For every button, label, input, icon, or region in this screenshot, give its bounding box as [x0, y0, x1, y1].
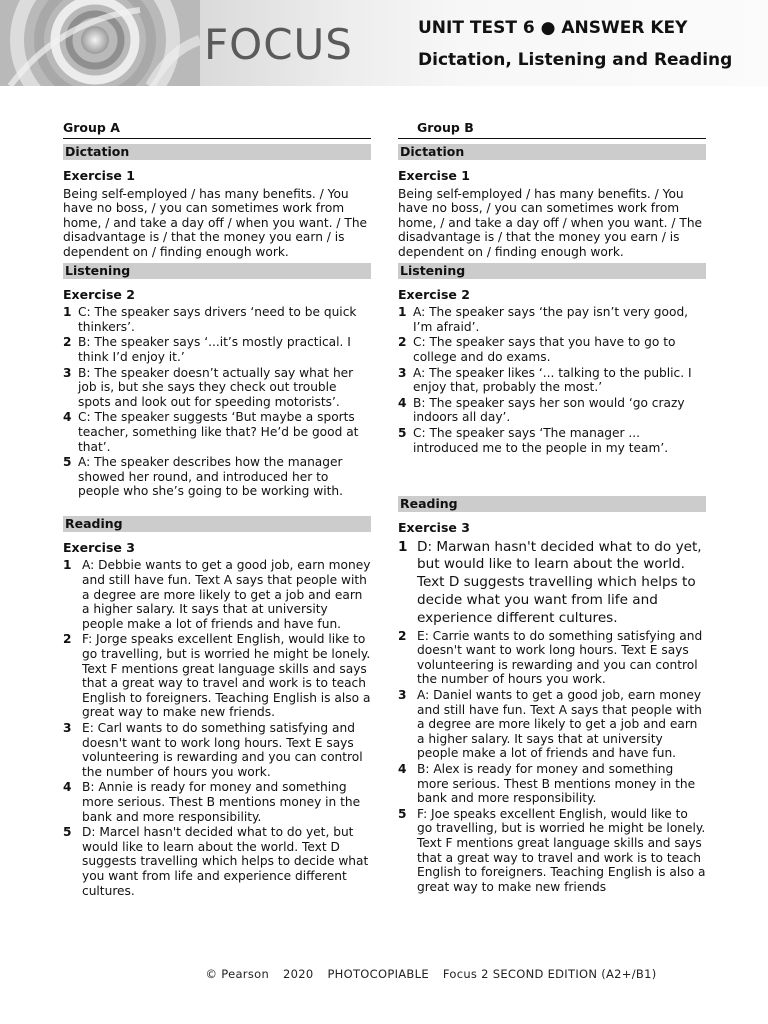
- page-header: [0, 0, 768, 86]
- reading-heading: Reading: [398, 496, 706, 512]
- copyright-text: © Pearson: [205, 967, 270, 981]
- list-item: 3 A: Daniel wants to get a good job, earn money and still have fun. Text A says that people with a degree are more likely to get a job and earn a higher salary. It says that at university people make a lot of friends and have fun.: [398, 688, 702, 761]
- list-item: 3 E: Carl wants to do something satisfying and doesn't want to work long hours. Text E says volunteering is rewarding and you can control the number of hours you work.: [63, 721, 363, 779]
- exercise-1-title: Exercise 1: [63, 168, 135, 183]
- group-b-column: [398, 121, 706, 895]
- group-a-column: [63, 121, 371, 899]
- page-subtitle: Dictation, Listening and Reading: [418, 50, 733, 70]
- list-item: 5 F: Joe speaks excellent English, would like to go travelling, but is worried he might be lonely. Text F mentions great language skills and says that a great way to travel and work is to teach English to foreigners. Teaching English is also a great way to make new friends: [398, 806, 706, 894]
- reading-answer-list: [63, 558, 371, 898]
- list-item: 4 B: The speaker says her son would ‘go crazy indoors all day’.: [398, 395, 685, 425]
- listening-heading: Listening: [398, 263, 706, 279]
- page-title: UNIT TEST 6 ● ANSWER KEY: [418, 18, 688, 38]
- listening-answer-list: [63, 305, 371, 499]
- list-item: 5 A: The speaker describes how the manager showed her round, and introduced her to people who she’s going to be working with.: [63, 455, 343, 499]
- group-b-label: Group B: [398, 121, 706, 139]
- listening-heading: Listening: [63, 263, 371, 279]
- edition-text: Focus 2 SECOND EDITION (A2+/B1): [442, 967, 657, 981]
- exercise-3-title: Exercise 3: [398, 520, 470, 536]
- reading-answer-list: [398, 539, 706, 895]
- page-footer: [0, 967, 768, 981]
- reading-heading: Reading: [63, 516, 371, 532]
- brand-logo-text: FOCUS: [204, 20, 353, 69]
- list-item: 3 B: The speaker doesn’t actually say what her job is, but she says they check out trouble spots and look out for speeding motorists’.: [63, 365, 354, 409]
- group-a-label: Group A: [63, 121, 371, 139]
- focus-logo-swirl-icon: [0, 0, 200, 86]
- list-item: 2 F: Jorge speaks excellent English, would like to go travelling, but is worried he might be lonely. Text F mentions great language skills and says that a great way to travel and work is to teach English to foreigners. Teaching English is also a great way to make new friends.: [63, 632, 371, 720]
- list-item: 1 A: Debbie wants to get a good job, earn money and still have fun. Text A says that people with a degree are more likely to get a job and earn a higher salary. It says that at university people make a lot of friends and have fun.: [63, 558, 371, 631]
- footer-year: 2020: [283, 967, 314, 981]
- list-item: 1 C: The speaker says drivers ‘need to be quick thinkers’.: [63, 305, 357, 334]
- list-item: 2 B: The speaker says ‘...it’s mostly practical. I think I’d enjoy it.’: [63, 335, 351, 364]
- dictation-heading: Dictation: [398, 144, 706, 160]
- list-item: 2 C: The speaker says that you have to go to college and do exams.: [398, 335, 676, 364]
- list-item: 4 B: Alex is ready for money and something more serious. Thest B mentions money in the bank and more responsibility.: [398, 762, 696, 806]
- listening-answer-list: [398, 305, 706, 455]
- list-item: 2 E: Carrie wants to do something satisfying and doesn't want to work long hours. Text E says volunteering is rewarding and you can control the number of hours you work.: [398, 628, 703, 687]
- list-item: 3 A: The speaker likes ‘... talking to the public. I enjoy that, probably the most.’: [398, 365, 692, 395]
- dictation-text: Being self-employed / has many benefits. / You have no boss, / you can sometimes work from home, / and take a day off / when you want. / The disadvantage is / that the money you earn / is dependent on / finding enough work.: [398, 186, 703, 259]
- exercise-2-title: Exercise 2: [63, 286, 135, 302]
- exercise-1-title: Exercise 1: [398, 168, 470, 183]
- exercise-2-title: Exercise 2: [398, 286, 470, 302]
- photocopiable-text: PHOTOCOPIABLE: [327, 967, 429, 981]
- dictation-heading: Dictation: [63, 144, 371, 160]
- dictation-text: Being self-employed / has many benefits. / You have no boss, / you can sometimes work from home, / and take a day off / when you want. / The disadvantage is / that the money you earn / is dependent on / finding enough work.: [63, 186, 368, 259]
- exercise-3-title: Exercise 3: [63, 539, 135, 555]
- list-item: 5 D: Marcel hasn't decided what to do yet, but would like to learn about the world. Text D suggests travelling which helps to decide what you want from life and experience different cultures.: [63, 825, 369, 898]
- list-item: 1 D: Marwan hasn't decided what to do yet, but would like to learn about the world. Text D suggests travelling which helps to decide what you want from life and experience different cultures.: [398, 538, 702, 626]
- list-item: 4 B: Annie is ready for money and something more serious. Thest B mentions money in the bank and more responsibility.: [63, 780, 361, 824]
- list-item: 1 A: The speaker says ‘the pay isn’t very good, I’m afraid’.: [398, 305, 689, 334]
- list-item: 4 C: The speaker suggests ‘But maybe a sports teacher, something like that? He’d be good at that’.: [63, 410, 359, 454]
- list-item: 5 C: The speaker says ‘The manager ... introduced me to the people in my team’.: [398, 425, 669, 455]
